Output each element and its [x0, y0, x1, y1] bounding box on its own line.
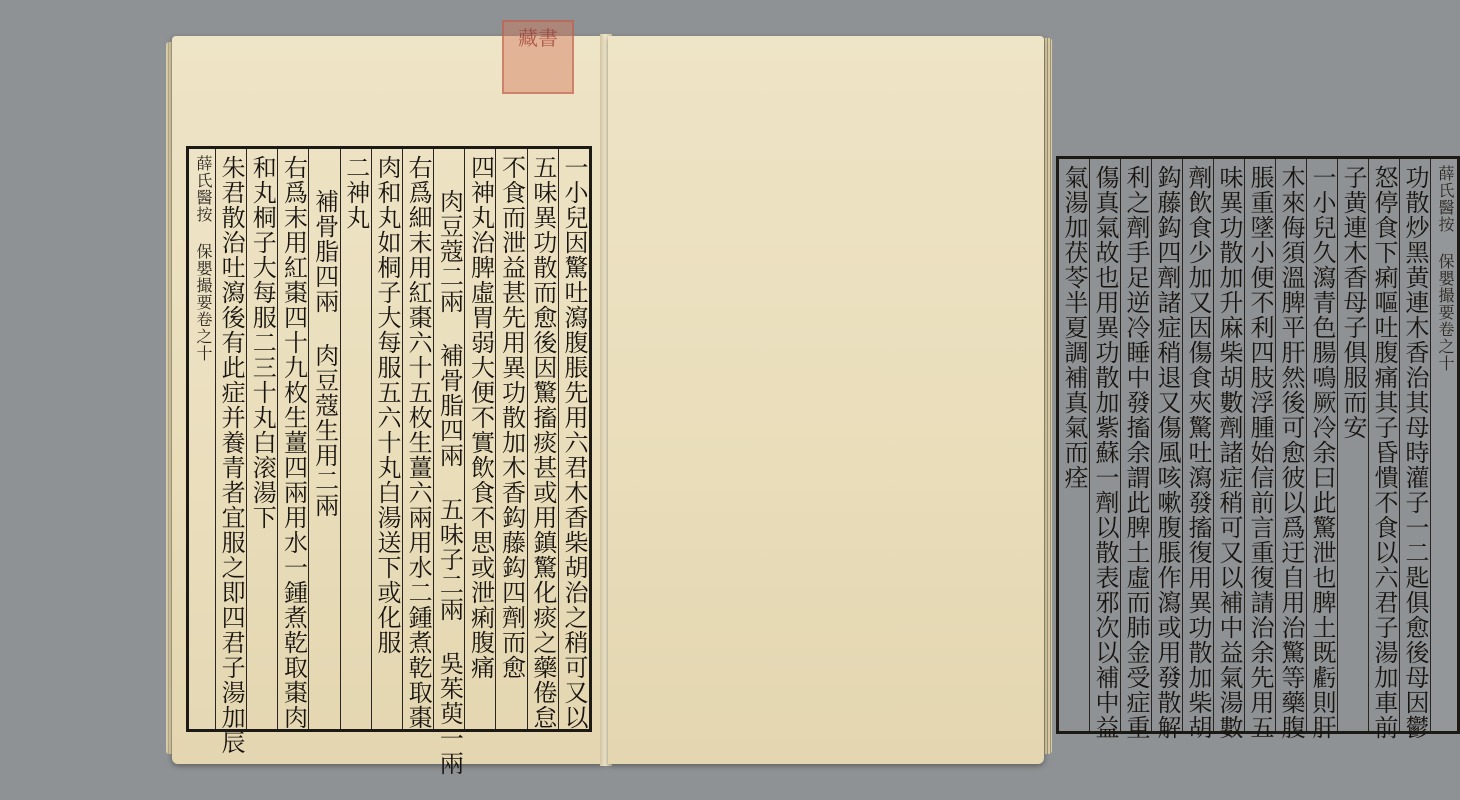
text-column: 一小兒因驚吐瀉腹脹先用六君木香柴胡治之稍可又以 [558, 149, 589, 729]
text-column: 傷真氣故也用異功散加紫蘇一劑以散表邪次以補中益 [1089, 159, 1120, 731]
text-column: 脹重墜小便不利四肢浮腫始信前言重復請治余先用五 [1244, 159, 1275, 731]
text-column: 五味異功散而愈後因驚搐痰甚或用鎮驚化痰之藥倦怠 [527, 149, 558, 729]
collector-seal [502, 20, 574, 94]
text-column: 右爲細末用紅棗六十五枚生薑六兩用水二鍾煮乾取棗 [402, 149, 433, 729]
text-column: 四神丸治脾虛胃弱大便不實飲食不思或泄痢腹痛 [464, 149, 495, 729]
seal-text: 藏書 [518, 26, 558, 50]
text-column: 味異功散加升麻柴胡數劑諸症稍可又以補中益氣湯數 [1213, 159, 1244, 731]
text-column: 氣湯加茯苓半夏調補真氣而痊 [1060, 165, 1088, 490]
text-column: 劑飲食少加又因傷食夾驚吐瀉發搐復用異功散加柴胡 [1182, 159, 1213, 731]
margin-title: 薛氏醫按 保嬰撮要卷之十 [189, 149, 215, 729]
text-column: 利之劑手足逆冷睡中發搐余謂此脾土虛而肺金受症重 [1120, 159, 1151, 731]
text-column: 朱君散治吐瀉後有此症并養青者宜服之即四君子湯加辰 [215, 149, 246, 729]
text-column: 木來侮須溫脾平肝然後可愈彼以爲迂自用治驚等藥腹 [1275, 159, 1306, 731]
text-column: 和丸桐子大每服二三十丸白滚湯下 [246, 149, 277, 729]
text-column: 二神丸 [340, 149, 371, 729]
text-column: 鈎藤鈎四劑諸症稍退又傷風咳嗽腹脹作瀉或用發散解 [1151, 159, 1182, 731]
text-column: 功散炒黑黄連木香治其母時灌子一二匙俱愈後母因鬱 [1399, 159, 1430, 731]
text-column: 肉和丸如桐子大每服五六十丸白湯送下或化服 [371, 149, 402, 729]
text-column: 怒停食下痢嘔吐腹痛其子昏憒不食以六君子湯加車前 [1368, 159, 1399, 731]
text-column: 不食而泄益甚先用異功散加木香鈎藤鈎四劑而愈 [495, 149, 526, 729]
text-column: 補骨脂四兩 肉豆蔻生用二兩 [308, 149, 339, 729]
text-column: 子黄連木香母子俱服而安 [1337, 159, 1368, 731]
left-text-frame [186, 146, 592, 776]
left-page [172, 36, 604, 776]
text-column: 肉豆蔻二兩 補骨脂四兩 五味子二兩 吳茱萸一兩 [433, 149, 464, 729]
right-text-frame [1056, 156, 1460, 740]
right-page [608, 36, 1455, 764]
open-book [172, 26, 1455, 776]
text-column: 一小兒久瀉青色腸鳴厥冷余曰此驚泄也脾土既虧則肝 [1306, 159, 1337, 731]
text-column: 右爲末用紅棗四十九枚生薑四兩用水一鍾煮乾取棗肉 [277, 149, 308, 729]
margin-title: 薛氏醫按 保嬰撮要卷之十 [1430, 159, 1457, 731]
